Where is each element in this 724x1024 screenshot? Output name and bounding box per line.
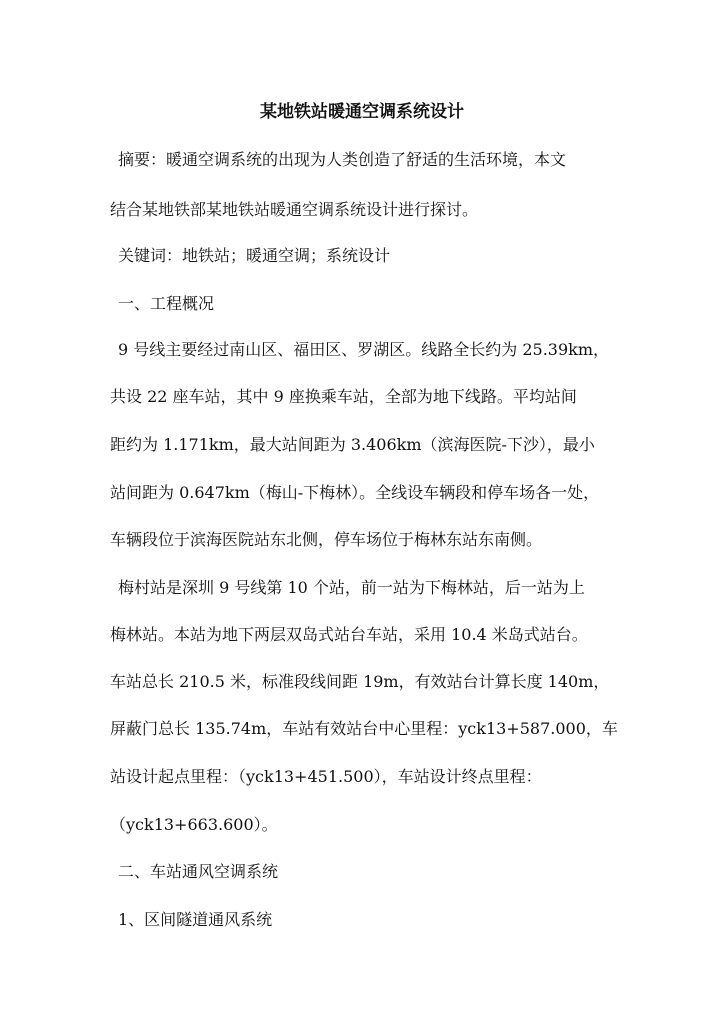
overview-line-5: 车辆段位于滨海医院站东北侧，停车场位于梅林东站东南侧。 <box>110 530 543 549</box>
subsection-heading-1: 1、区间隧道通风系统 <box>118 910 273 929</box>
overview-line-2: 共设 22 座车站，其中 9 座换乘车站，全部为地下线路。平均站间 <box>110 387 577 406</box>
document-title: 某地铁站暖通空调系统设计 <box>260 102 464 122</box>
keywords-line: 关键词：地铁站；暖通空调；系统设计 <box>118 246 391 265</box>
station-line-3: 车站总长 210.5 米，标准段线间距 19m，有效站台计算长度 140m， <box>110 672 610 691</box>
section-heading-1: 一、工程概况 <box>118 294 215 313</box>
station-line-2: 梅林站。本站为地下两层双岛式站台车站，采用 10.4 米岛式站台。 <box>110 625 588 644</box>
abstract-line-1: 摘要：暖通空调系统的出现为人类创造了舒适的生活环境，本文 <box>118 150 567 169</box>
overview-line-3: 距约为 1.171km，最大站间距为 3.406km（滨海医院-下沙），最小 <box>110 435 595 454</box>
station-line-5: 站设计起点里程：（yck13+451.500），车站设计终点里程： <box>110 767 542 786</box>
abstract-line-2: 结合某地铁部某地铁站暖通空调系统设计进行探讨。 <box>110 200 479 219</box>
station-line-4: 屏蔽门总长 135.74m，车站有效站台中心里程：yck13+587.000，车 <box>110 719 618 738</box>
overview-line-1: 9 号线主要经过南山区、福田区、罗湖区。线路全长约为 25.39km， <box>118 340 610 359</box>
station-line-1: 梅村站是深圳 9 号线第 10 个站，前一站为下梅林站，后一站为上 <box>118 578 585 597</box>
station-line-6: （yck13+663.600）。 <box>110 815 278 834</box>
section-heading-2: 二、车站通风空调系统 <box>118 862 279 881</box>
overview-line-4: 站间距为 0.647km（梅山-下梅林）。全线设车辆段和停车场各一处， <box>110 483 600 502</box>
